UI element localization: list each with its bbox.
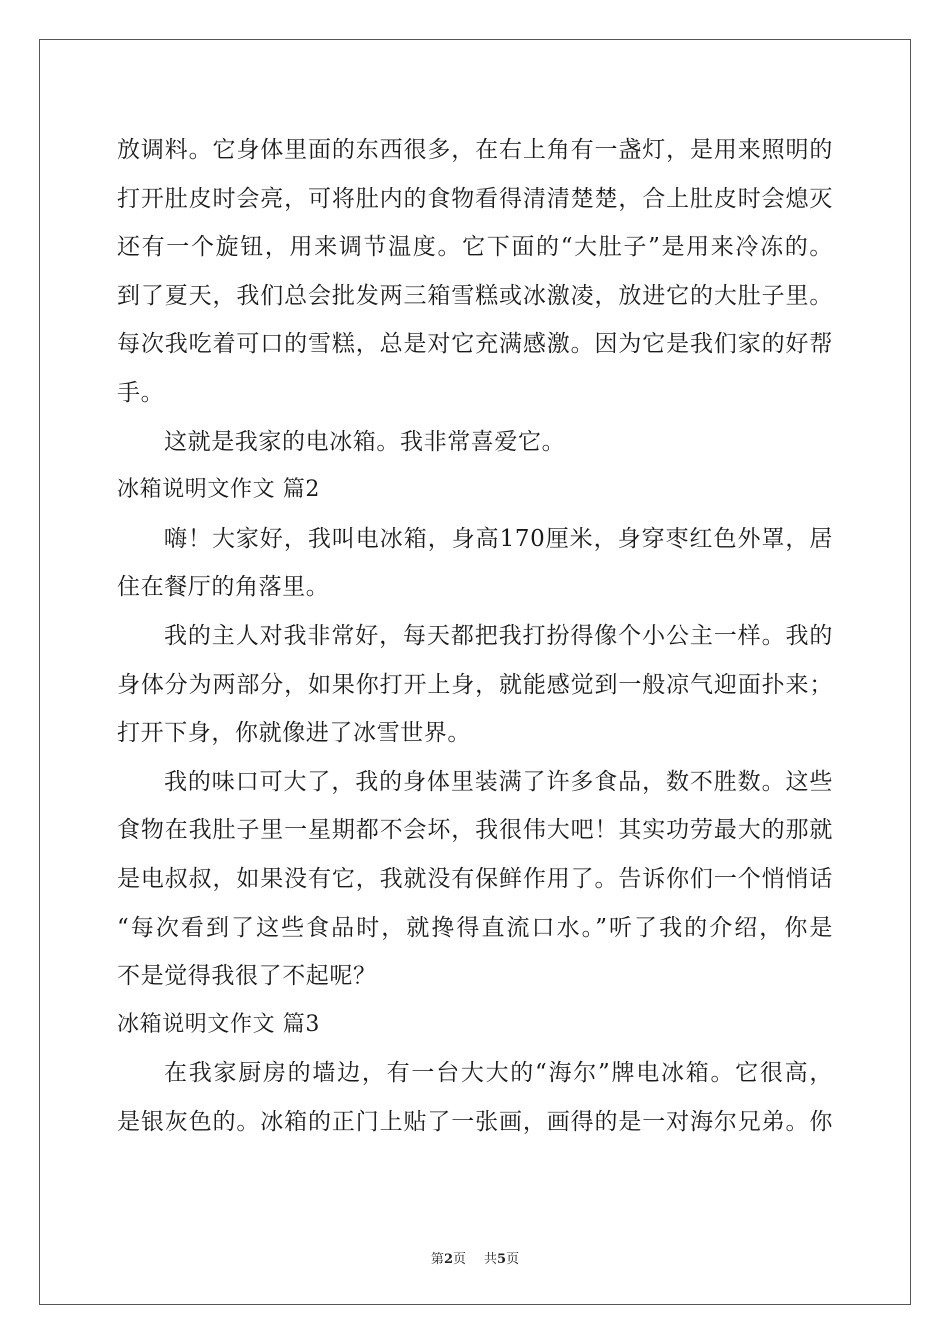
text-line: 打开下身，你就像进了冰雪世界。	[117, 720, 471, 747]
text-line: 食物在我肚子里一星期都不会坏，我很伟大吧！其实功劳最大的那就	[117, 817, 833, 844]
section-heading: 冰箱说明文作文 篇3	[117, 1011, 320, 1037]
footer-total-number: 5	[497, 1252, 507, 1267]
text-line: 我的主人对我非常好，每天都把我打扮得像个小公主一样。我的	[164, 622, 833, 649]
footer-total-prefix: 共	[484, 1252, 498, 1267]
text-line: 在我家厨房的墙边，有一台大大的“海尔”牌电冰箱。它很高，	[164, 1060, 833, 1087]
page-footer	[0, 1248, 950, 1267]
text-line: “每次看到了这些食品时，就搀得直流口水。”听了我的介绍，你是	[117, 914, 833, 941]
text-line: 到了夏天，我们总会批发两三箱雪糕或冰激凌，放进它的大肚子里。	[117, 282, 833, 309]
section-heading: 冰箱说明文作文 篇2	[117, 477, 320, 503]
text-line: 我的味口可大了，我的身体里装满了许多食品，数不胜数。这些	[164, 768, 833, 795]
text-line: 是电叔叔，如果没有它，我就没有保鲜作用了。告诉你们一个悄悄话	[117, 865, 833, 892]
text-line: 每次我吃着可口的雪糕，总是对它充满感激。因为它是我们家的好帮	[117, 331, 833, 358]
text-line: 住在餐厅的角落里。	[117, 574, 330, 601]
footer-page-prefix: 第	[430, 1252, 444, 1267]
text-line: 放调料。它身体里面的东西很多，在右上角有一盏灯，是用来照明的	[117, 137, 833, 163]
text-line: 是银灰色的。冰箱的正门上贴了一张画，画得的是一对海尔兄弟。你	[117, 1108, 833, 1135]
footer-total-suffix: 页	[506, 1252, 520, 1267]
text-line: 身体分为两部分，如果你打开上身，就能感觉到一般凉气迎面扑来；	[117, 671, 833, 698]
text-line: 还有一个旋钮，用来调节温度。它下面的“大肚子”是用来冷冻的。	[117, 234, 833, 261]
text-line: 嗨！大家好，我叫电冰箱，身高170厘米，身穿枣红色外罩，居	[164, 525, 833, 552]
text-line: 这就是我家的电冰箱。我非常喜爱它。	[164, 428, 566, 455]
text-line: 手。	[117, 379, 165, 406]
footer-page-suffix: 页	[452, 1252, 466, 1267]
document-body	[117, 126, 833, 1146]
text-line: 不是觉得我很了不起呢？	[117, 963, 377, 990]
text-line: 打开肚皮时会亮，可将肚内的食物看得清清楚楚，合上肚皮时会熄灭	[117, 185, 833, 212]
footer-page-number: 2	[443, 1252, 453, 1267]
